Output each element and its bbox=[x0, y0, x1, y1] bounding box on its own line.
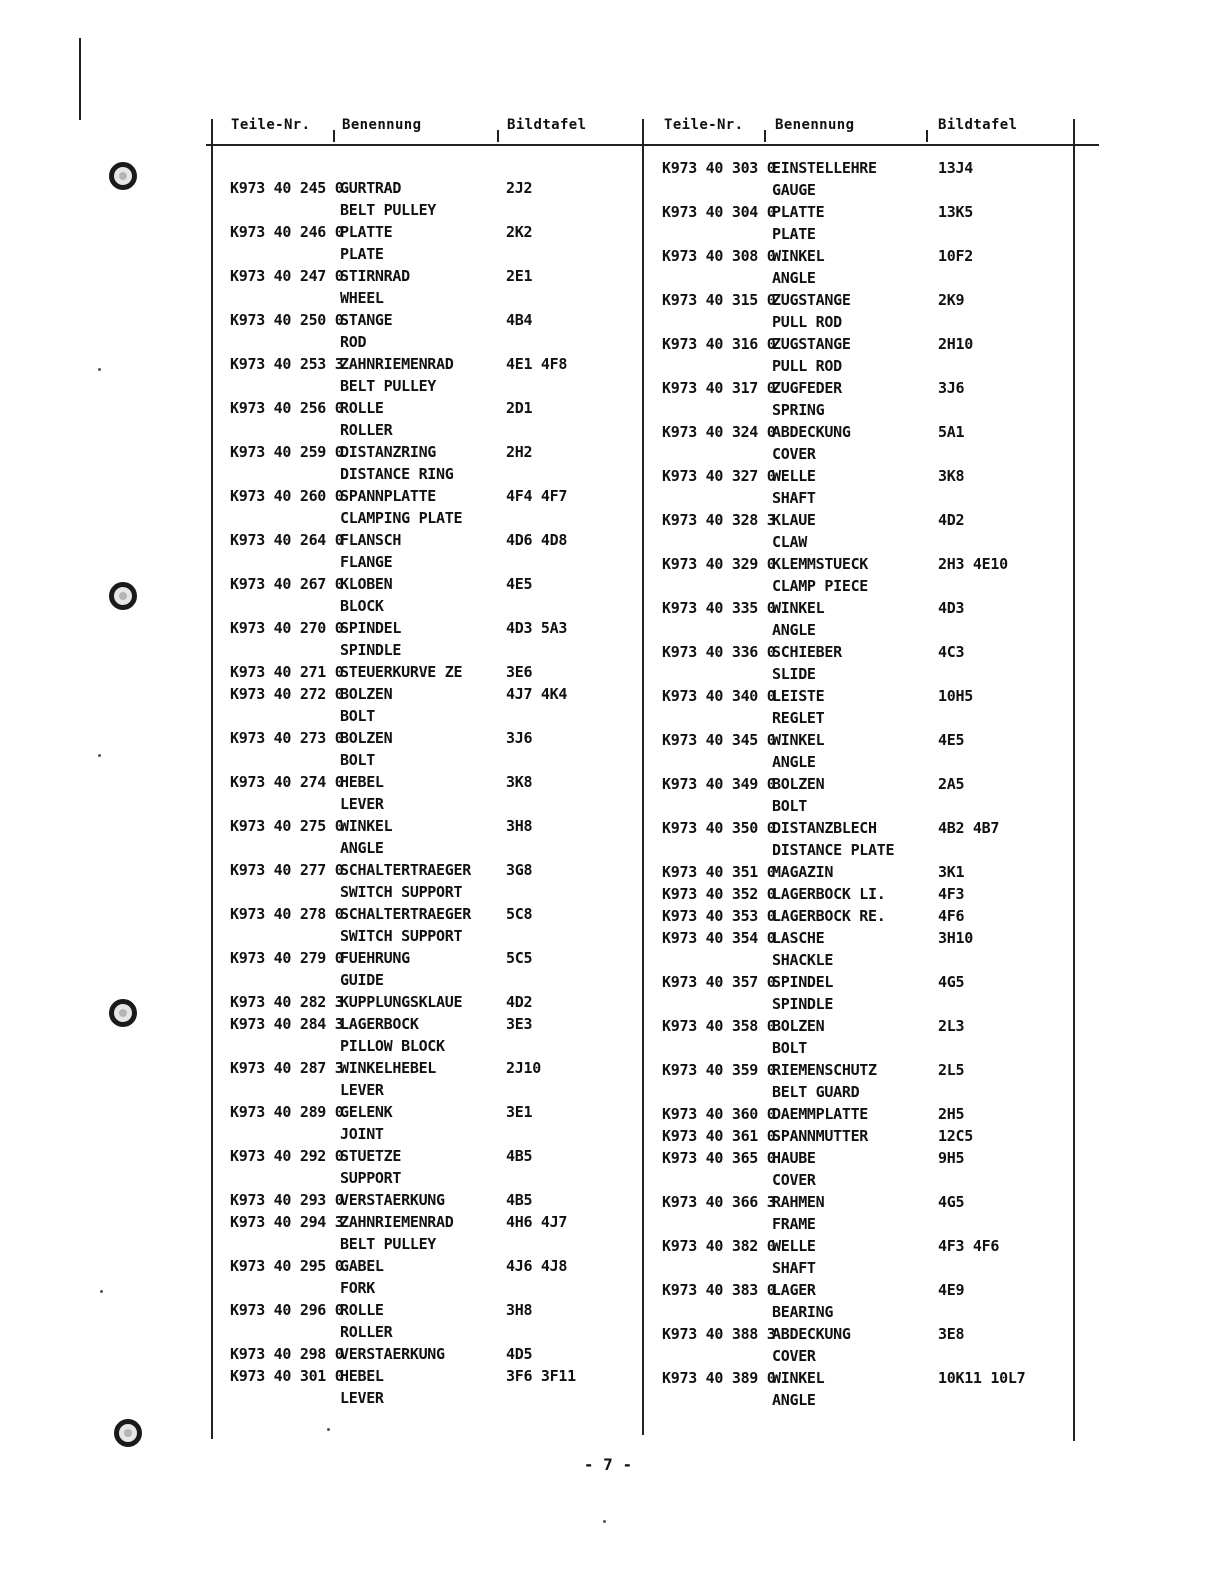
part-name-en: COVER bbox=[772, 445, 816, 463]
part-name-en: SPRING bbox=[772, 401, 825, 419]
scan-speck bbox=[603, 1520, 606, 1523]
part-number: K973 40 335 0 bbox=[662, 599, 776, 617]
part-number: K973 40 317 0 bbox=[662, 379, 776, 397]
part-number: K973 40 327 0 bbox=[662, 467, 776, 485]
part-name-de: ZAHNRIEMENRAD bbox=[340, 1213, 454, 1231]
plate-ref: 12C5 bbox=[938, 1127, 973, 1145]
plate-ref: 4F6 bbox=[938, 907, 965, 925]
part-name-en: ROLLER bbox=[340, 1323, 393, 1341]
margin-line bbox=[79, 38, 81, 120]
part-number: K973 40 316 0 bbox=[662, 335, 776, 353]
part-name-de: ABDECKUNG bbox=[772, 423, 851, 441]
plate-ref: 4D2 bbox=[506, 993, 533, 1011]
part-name-de: VERSTAERKUNG bbox=[340, 1191, 445, 1209]
header-part-number: Teile-Nr. bbox=[231, 117, 311, 133]
part-number: K973 40 389 0 bbox=[662, 1369, 776, 1387]
part-number: K973 40 336 0 bbox=[662, 643, 776, 661]
part-name-de: LAGERBOCK bbox=[340, 1015, 419, 1033]
header-plate: Bildtafel bbox=[938, 117, 1018, 133]
plate-ref: 4F4 4F7 bbox=[506, 487, 568, 505]
plate-ref: 3E3 bbox=[506, 1015, 533, 1033]
part-name-de: BOLZEN bbox=[772, 1017, 825, 1035]
part-number: K973 40 349 0 bbox=[662, 775, 776, 793]
plate-ref: 9H5 bbox=[938, 1149, 965, 1167]
part-name-de: KUPPLUNGSKLAUE bbox=[340, 993, 463, 1011]
part-name-de: WINKEL bbox=[340, 817, 393, 835]
part-name-de: FLANSCH bbox=[340, 531, 402, 549]
plate-ref: 2L3 bbox=[938, 1017, 965, 1035]
part-number: K973 40 358 0 bbox=[662, 1017, 776, 1035]
header-tick bbox=[333, 130, 335, 142]
part-name-en: BELT PULLEY bbox=[340, 377, 437, 395]
part-name-en: SPINDLE bbox=[340, 641, 402, 659]
plate-ref: 3F6 3F11 bbox=[506, 1367, 576, 1385]
part-name-de: DAEMMPLATTE bbox=[772, 1105, 869, 1123]
part-name-en: COVER bbox=[772, 1171, 816, 1189]
plate-ref: 4J7 4K4 bbox=[506, 685, 568, 703]
scan-speck bbox=[100, 1290, 103, 1293]
part-number: K973 40 287 3 bbox=[230, 1059, 344, 1077]
plate-ref: 4B5 bbox=[506, 1191, 533, 1209]
plate-ref: 4E5 bbox=[938, 731, 965, 749]
part-number: K973 40 294 3 bbox=[230, 1213, 344, 1231]
part-name-de: FUEHRUNG bbox=[340, 949, 410, 967]
punch-hole-icon bbox=[109, 162, 137, 190]
part-name-en: ROD bbox=[340, 333, 367, 351]
part-number: K973 40 388 3 bbox=[662, 1325, 776, 1343]
part-name-en: ANGLE bbox=[340, 839, 384, 857]
part-name-en: ANGLE bbox=[772, 1391, 816, 1409]
part-number: K973 40 282 3 bbox=[230, 993, 344, 1011]
part-name-en: ANGLE bbox=[772, 269, 816, 287]
part-number: K973 40 267 0 bbox=[230, 575, 344, 593]
part-name-en: DISTANCE RING bbox=[340, 465, 454, 483]
part-name-de: PLATTE bbox=[340, 223, 393, 241]
part-number: K973 40 315 0 bbox=[662, 291, 776, 309]
part-number: K973 40 303 0 bbox=[662, 159, 776, 177]
part-name-de: WINKEL bbox=[772, 247, 825, 265]
part-name-de: LAGERBOCK LI. bbox=[772, 885, 886, 903]
plate-ref: 13K5 bbox=[938, 203, 973, 221]
part-name-en: SHAFT bbox=[772, 1259, 816, 1277]
part-name-de: ZUGFEDER bbox=[772, 379, 842, 397]
plate-ref: 4H6 4J7 bbox=[506, 1213, 568, 1231]
part-name-en: BELT GUARD bbox=[772, 1083, 860, 1101]
plate-ref: 4C3 bbox=[938, 643, 965, 661]
part-name-de: DISTANZBLECH bbox=[772, 819, 877, 837]
part-name-de: WINKEL bbox=[772, 731, 825, 749]
plate-ref: 13J4 bbox=[938, 159, 973, 177]
part-name-en: BLOCK bbox=[340, 597, 384, 615]
part-number: K973 40 366 3 bbox=[662, 1193, 776, 1211]
part-name-de: SPINDEL bbox=[772, 973, 834, 991]
part-name-de: SCHALTERTRAEGER bbox=[340, 905, 471, 923]
plate-ref: 10K11 10L7 bbox=[938, 1369, 1026, 1387]
part-name-en: PLATE bbox=[772, 225, 816, 243]
part-name-de: EINSTELLEHRE bbox=[772, 159, 877, 177]
part-name-en: ANGLE bbox=[772, 621, 816, 639]
part-number: K973 40 275 0 bbox=[230, 817, 344, 835]
part-name-en: BOLT bbox=[340, 707, 375, 725]
part-number: K973 40 270 0 bbox=[230, 619, 344, 637]
scan-speck bbox=[98, 368, 101, 371]
part-number: K973 40 308 0 bbox=[662, 247, 776, 265]
part-name-en: DISTANCE PLATE bbox=[772, 841, 895, 859]
part-number: K973 40 293 0 bbox=[230, 1191, 344, 1209]
header-tick bbox=[926, 130, 928, 142]
part-name-de: HEBEL bbox=[340, 773, 384, 791]
plate-ref: 2L5 bbox=[938, 1061, 965, 1079]
plate-ref: 4D3 5A3 bbox=[506, 619, 568, 637]
part-number: K973 40 256 0 bbox=[230, 399, 344, 417]
part-name-en: SHACKLE bbox=[772, 951, 834, 969]
part-name-en: GAUGE bbox=[772, 181, 816, 199]
part-name-en: SPINDLE bbox=[772, 995, 834, 1013]
part-number: K973 40 260 0 bbox=[230, 487, 344, 505]
part-number: K973 40 250 0 bbox=[230, 311, 344, 329]
plate-ref: 2H2 bbox=[506, 443, 533, 461]
part-name-en: BOLT bbox=[340, 751, 375, 769]
plate-ref: 3G8 bbox=[506, 861, 533, 879]
plate-ref: 3E1 bbox=[506, 1103, 533, 1121]
part-number: K973 40 382 0 bbox=[662, 1237, 776, 1255]
part-name-de: SCHIEBER bbox=[772, 643, 842, 661]
part-name-de: LASCHE bbox=[772, 929, 825, 947]
part-number: K973 40 289 0 bbox=[230, 1103, 344, 1121]
part-number: K973 40 328 3 bbox=[662, 511, 776, 529]
header-plate: Bildtafel bbox=[507, 117, 587, 133]
part-name-de: VERSTAERKUNG bbox=[340, 1345, 445, 1363]
part-number: K973 40 301 0 bbox=[230, 1367, 344, 1385]
plate-ref: 5C5 bbox=[506, 949, 533, 967]
part-number: K973 40 383 0 bbox=[662, 1281, 776, 1299]
plate-ref: 3K1 bbox=[938, 863, 965, 881]
part-name-de: LAGERBOCK RE. bbox=[772, 907, 886, 925]
plate-ref: 2H10 bbox=[938, 335, 973, 353]
part-name-en: SLIDE bbox=[772, 665, 816, 683]
part-name-de: WINKEL bbox=[772, 1369, 825, 1387]
plate-ref: 4F3 4F6 bbox=[938, 1237, 1000, 1255]
part-number: K973 40 277 0 bbox=[230, 861, 344, 879]
part-name-en: ROLLER bbox=[340, 421, 393, 439]
plate-ref: 4D3 bbox=[938, 599, 965, 617]
part-name-en: FLANGE bbox=[340, 553, 393, 571]
plate-ref: 3H8 bbox=[506, 817, 533, 835]
part-name-de: STEUERKURVE ZE bbox=[340, 663, 463, 681]
part-name-en: PILLOW BLOCK bbox=[340, 1037, 445, 1055]
plate-ref: 3K8 bbox=[506, 773, 533, 791]
part-name-en: SWITCH SUPPORT bbox=[340, 883, 463, 901]
plate-ref: 2K9 bbox=[938, 291, 965, 309]
plate-ref: 5A1 bbox=[938, 423, 965, 441]
part-name-de: ABDECKUNG bbox=[772, 1325, 851, 1343]
part-name-en: PULL ROD bbox=[772, 357, 842, 375]
plate-ref: 2E1 bbox=[506, 267, 533, 285]
part-number: K973 40 279 0 bbox=[230, 949, 344, 967]
part-number: K973 40 354 0 bbox=[662, 929, 776, 947]
part-name-en: LEVER bbox=[340, 1389, 384, 1407]
part-number: K973 40 271 0 bbox=[230, 663, 344, 681]
part-name-en: BOLT bbox=[772, 797, 807, 815]
table-border-left bbox=[211, 119, 213, 1439]
plate-ref: 10F2 bbox=[938, 247, 973, 265]
plate-ref: 2D1 bbox=[506, 399, 533, 417]
part-number: K973 40 246 0 bbox=[230, 223, 344, 241]
plate-ref: 3K8 bbox=[938, 467, 965, 485]
plate-ref: 3E6 bbox=[506, 663, 533, 681]
part-name-en: FRAME bbox=[772, 1215, 816, 1233]
part-name-en: ANGLE bbox=[772, 753, 816, 771]
part-name-de: WELLE bbox=[772, 1237, 816, 1255]
part-number: K973 40 340 0 bbox=[662, 687, 776, 705]
part-number: K973 40 259 0 bbox=[230, 443, 344, 461]
part-number: K973 40 353 0 bbox=[662, 907, 776, 925]
part-name-de: KLEMMSTUECK bbox=[772, 555, 869, 573]
header-tick bbox=[497, 130, 499, 142]
column-divider bbox=[642, 119, 644, 1435]
part-name-de: DISTANZRING bbox=[340, 443, 437, 461]
part-name-en: LEVER bbox=[340, 1081, 384, 1099]
plate-ref: 5C8 bbox=[506, 905, 533, 923]
page-number: - 7 - bbox=[583, 1455, 633, 1474]
punch-hole-icon bbox=[109, 999, 137, 1027]
plate-ref: 4E5 bbox=[506, 575, 533, 593]
part-name-en: CLAMP PIECE bbox=[772, 577, 869, 595]
part-name-en: PLATE bbox=[340, 245, 384, 263]
part-name-de: SPANNPLATTE bbox=[340, 487, 437, 505]
part-number: K973 40 329 0 bbox=[662, 555, 776, 573]
part-name-de: RAHMEN bbox=[772, 1193, 825, 1211]
punch-hole-icon bbox=[109, 582, 137, 610]
part-name-de: GELENK bbox=[340, 1103, 393, 1121]
plate-ref: 10H5 bbox=[938, 687, 973, 705]
plate-ref: 3E8 bbox=[938, 1325, 965, 1343]
part-name-de: ZUGSTANGE bbox=[772, 335, 851, 353]
part-number: K973 40 351 0 bbox=[662, 863, 776, 881]
part-name-en: CLAMPING PLATE bbox=[340, 509, 463, 527]
part-name-de: STIRNRAD bbox=[340, 267, 410, 285]
part-number: K973 40 284 3 bbox=[230, 1015, 344, 1033]
part-name-de: RIEMENSCHUTZ bbox=[772, 1061, 877, 1079]
header-tick bbox=[764, 130, 766, 142]
part-name-de: BOLZEN bbox=[340, 685, 393, 703]
part-number: K973 40 296 0 bbox=[230, 1301, 344, 1319]
part-name-de: SPINDEL bbox=[340, 619, 402, 637]
part-name-de: MAGAZIN bbox=[772, 863, 834, 881]
part-name-de: LAGER bbox=[772, 1281, 816, 1299]
part-name-en: SWITCH SUPPORT bbox=[340, 927, 463, 945]
plate-ref: 2J10 bbox=[506, 1059, 541, 1077]
part-number: K973 40 273 0 bbox=[230, 729, 344, 747]
part-number: K973 40 253 3 bbox=[230, 355, 344, 373]
part-name-en: SHAFT bbox=[772, 489, 816, 507]
plate-ref: 2A5 bbox=[938, 775, 965, 793]
part-name-en: CLAW bbox=[772, 533, 807, 551]
plate-ref: 4E1 4F8 bbox=[506, 355, 568, 373]
part-number: K973 40 298 0 bbox=[230, 1345, 344, 1363]
part-number: K973 40 264 0 bbox=[230, 531, 344, 549]
part-name-en: PULL ROD bbox=[772, 313, 842, 331]
part-name-en: COVER bbox=[772, 1347, 816, 1365]
part-number: K973 40 357 0 bbox=[662, 973, 776, 991]
scan-speck bbox=[98, 754, 101, 757]
part-number: K973 40 272 0 bbox=[230, 685, 344, 703]
plate-ref: 3H8 bbox=[506, 1301, 533, 1319]
part-name-de: ROLLE bbox=[340, 399, 384, 417]
part-name-en: LEVER bbox=[340, 795, 384, 813]
part-number: K973 40 278 0 bbox=[230, 905, 344, 923]
part-number: K973 40 352 0 bbox=[662, 885, 776, 903]
part-name-de: GURTRAD bbox=[340, 179, 402, 197]
part-name-de: SPANNMUTTER bbox=[772, 1127, 869, 1145]
part-name-de: WELLE bbox=[772, 467, 816, 485]
part-number: K973 40 365 0 bbox=[662, 1149, 776, 1167]
header-name: Benennung bbox=[342, 117, 422, 133]
plate-ref: 4B4 bbox=[506, 311, 533, 329]
part-number: K973 40 361 0 bbox=[662, 1127, 776, 1145]
plate-ref: 3J6 bbox=[506, 729, 533, 747]
plate-ref: 4D2 bbox=[938, 511, 965, 529]
plate-ref: 4B5 bbox=[506, 1147, 533, 1165]
part-name-en: BOLT bbox=[772, 1039, 807, 1057]
part-name-en: SUPPORT bbox=[340, 1169, 402, 1187]
plate-ref: 2K2 bbox=[506, 223, 533, 241]
plate-ref: 4G5 bbox=[938, 1193, 965, 1211]
part-name-en: JOINT bbox=[340, 1125, 384, 1143]
table-border-right bbox=[1073, 119, 1075, 1441]
part-name-de: KLOBEN bbox=[340, 575, 393, 593]
part-name-de: HAUBE bbox=[772, 1149, 816, 1167]
part-name-de: LEISTE bbox=[772, 687, 825, 705]
scan-speck bbox=[327, 1428, 330, 1431]
header-rule bbox=[206, 144, 1099, 146]
part-name-de: ZAHNRIEMENRAD bbox=[340, 355, 454, 373]
punch-hole-icon bbox=[114, 1419, 142, 1447]
part-name-de: SCHALTERTRAEGER bbox=[340, 861, 471, 879]
part-number: K973 40 247 0 bbox=[230, 267, 344, 285]
plate-ref: 2H3 4E10 bbox=[938, 555, 1008, 573]
part-number: K973 40 360 0 bbox=[662, 1105, 776, 1123]
part-number: K973 40 304 0 bbox=[662, 203, 776, 221]
part-name-de: STUETZE bbox=[340, 1147, 402, 1165]
plate-ref: 4G5 bbox=[938, 973, 965, 991]
part-name-en: FORK bbox=[340, 1279, 375, 1297]
part-number: K973 40 292 0 bbox=[230, 1147, 344, 1165]
plate-ref: 3J6 bbox=[938, 379, 965, 397]
plate-ref: 4F3 bbox=[938, 885, 965, 903]
part-name-de: ZUGSTANGE bbox=[772, 291, 851, 309]
part-name-en: BELT PULLEY bbox=[340, 201, 437, 219]
part-name-de: WINKELHEBEL bbox=[340, 1059, 437, 1077]
plate-ref: 2H5 bbox=[938, 1105, 965, 1123]
part-name-de: WINKEL bbox=[772, 599, 825, 617]
part-name-de: HEBEL bbox=[340, 1367, 384, 1385]
header-name: Benennung bbox=[775, 117, 855, 133]
part-name-de: STANGE bbox=[340, 311, 393, 329]
part-name-de: KLAUE bbox=[772, 511, 816, 529]
part-name-de: BOLZEN bbox=[340, 729, 393, 747]
plate-ref: 3H10 bbox=[938, 929, 973, 947]
header-part-number: Teile-Nr. bbox=[664, 117, 744, 133]
part-name-de: ROLLE bbox=[340, 1301, 384, 1319]
part-name-en: GUIDE bbox=[340, 971, 384, 989]
part-name-de: PLATTE bbox=[772, 203, 825, 221]
plate-ref: 4B2 4B7 bbox=[938, 819, 1000, 837]
plate-ref: 4D6 4D8 bbox=[506, 531, 568, 549]
part-name-en: WHEEL bbox=[340, 289, 384, 307]
plate-ref: 4J6 4J8 bbox=[506, 1257, 568, 1275]
plate-ref: 4D5 bbox=[506, 1345, 533, 1363]
part-number: K973 40 245 0 bbox=[230, 179, 344, 197]
part-number: K973 40 324 0 bbox=[662, 423, 776, 441]
part-number: K973 40 359 0 bbox=[662, 1061, 776, 1079]
plate-ref: 4E9 bbox=[938, 1281, 965, 1299]
part-name-en: BEARING bbox=[772, 1303, 834, 1321]
part-number: K973 40 274 0 bbox=[230, 773, 344, 791]
part-number: K973 40 350 0 bbox=[662, 819, 776, 837]
part-number: K973 40 345 0 bbox=[662, 731, 776, 749]
part-name-en: REGLET bbox=[772, 709, 825, 727]
part-name-de: GABEL bbox=[340, 1257, 384, 1275]
part-name-de: BOLZEN bbox=[772, 775, 825, 793]
plate-ref: 2J2 bbox=[506, 179, 533, 197]
part-name-en: BELT PULLEY bbox=[340, 1235, 437, 1253]
part-number: K973 40 295 0 bbox=[230, 1257, 344, 1275]
